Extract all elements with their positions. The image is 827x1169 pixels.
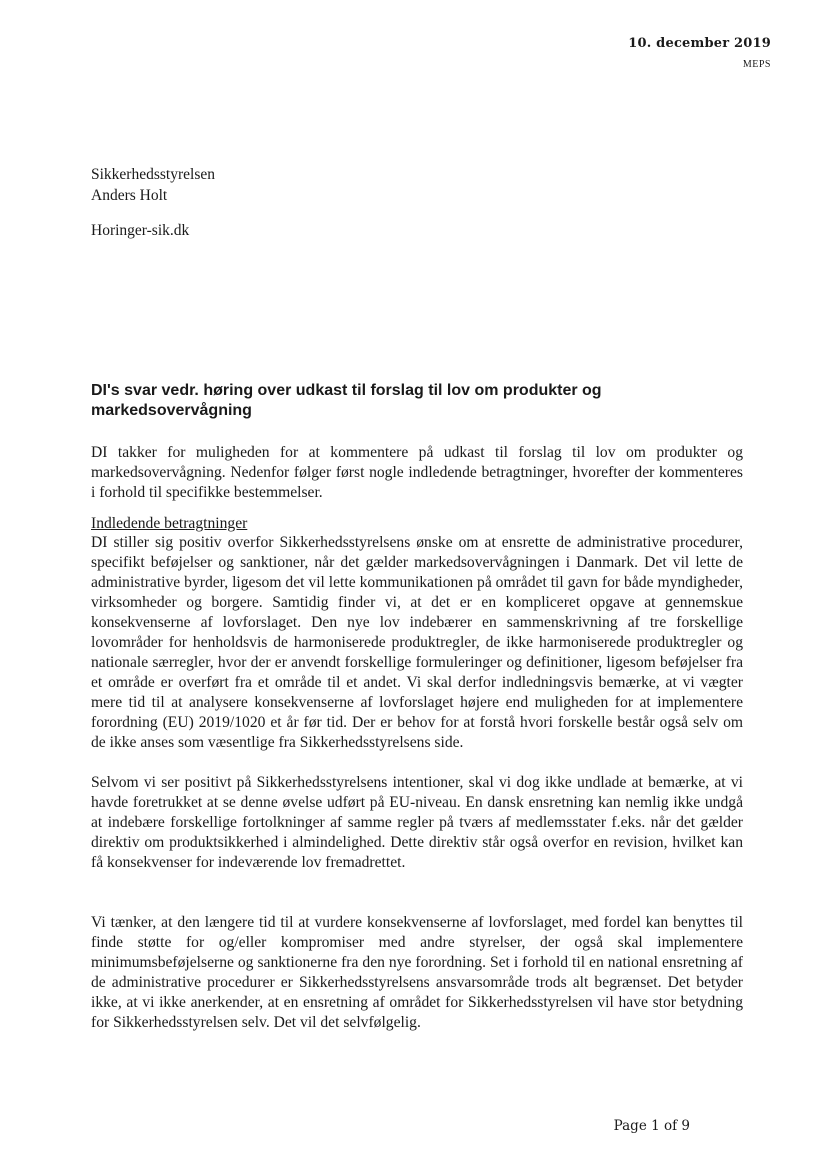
paragraph-4 xyxy=(91,913,743,1033)
paragraph-4-text: Vi tænker, at den længere tid til at vurdere konsekvenserne af lovforslaget, med fordel kan benyttes til finde støtte for og/eller kompromiser med andre styrelser, der også skal implementere minimumsbeføjelserne og sanktionerne fra den nye forordning. Set i forhold til en national ensretning af de administrative procedurer er Sikkerhedsstyrelsens ansvarsområde trods alt begrænset. Det betyder ikke, at vi ikke anerkender, at en ensretning af området for Sikkerhedsstyrelsen vil have stor betydning for Sikkerhedsstyrelsen selv. Det vil det selvfølgelig. xyxy=(91,914,743,1031)
recipient-site: Horinger-sik.dk xyxy=(91,222,190,239)
paragraph-2-text: DI stiller sig positiv overfor Sikkerhedsstyrelsens ønske om at ensrette de administrative procedurer, specifikt beføjelser og sanktioner, når det gælder markedsovervågningen i Danmark. Det vil lette de administrative byrder, ligesom det vil lette kommunikationen på området til gavn for både myndigheder, virksomheder og borgere. Samtidig finder vi, at det er en kompliceret opgave at gennemskue konsekvenserne af lovforslaget. Den nye lov indebærer en sammenskrivning af tre forskellige lovområder for henholdsvis de harmoniserede produktregler, de ikke harmoniserede produktregler og nationale særregler, hvor der er anvendt forskellige formuleringer og definitioner, ligesom beføjelser fra et område er overført fra et område til et andet. Vi skal derfor indledningsvis bemærke, at vi vægter mere tid til at analysere konsekvenserne af lovforslaget højere end muligheden for at implementere forordning (EU) 2019/1020 et år før tid. Der er behov for at forstå hvori forskelle består også selv om de ikke anses som væsentlige fra Sikkerhedsstyrelsens side. xyxy=(91,534,743,751)
recipient-name: Anders Holt xyxy=(91,187,168,204)
section-heading: Indledende betragtninger xyxy=(91,515,248,532)
recipient-organization: Sikkerhedsstyrelsen xyxy=(91,166,215,183)
intro-paragraph xyxy=(91,443,743,503)
paragraph-2 xyxy=(91,533,743,753)
recipient-block xyxy=(91,164,215,206)
intro-text: DI takker for muligheden for at kommentere på udkast til forslag til lov om produkter og markedsovervågning. Nedenfor følger først nogle indledende betragtninger, hvorefter der kommenteres i forhold til specifikke bestemmelser. xyxy=(91,444,743,501)
letter-date: 10. december 2019 xyxy=(628,36,771,51)
paragraph-3 xyxy=(91,773,743,873)
document-code: MEPS xyxy=(742,59,771,70)
document-title: DI's svar vedr. høring over udkast til forslag til lov om produkter og markedsovervågning xyxy=(91,382,602,419)
page-number: Page 1 of 9 xyxy=(613,1118,690,1134)
paragraph-3-text: Selvom vi ser positivt på Sikkerhedsstyrelsens intentioner, skal vi dog ikke undlade at bemærke, at vi havde foretrukket at se denne øvelse udført på EU-niveau. En dansk ensretning kan nemlig ikke undgå at indebære forskellige fortolkninger af samme regler på tværs af medlemsstater f.eks. når det gælder direktiv om produktsikkerhed i almindelighed. Dette direktiv står også overfor en revision, hvilket kan få konsekvenser for indeværende lov fremadrettet. xyxy=(91,774,743,871)
